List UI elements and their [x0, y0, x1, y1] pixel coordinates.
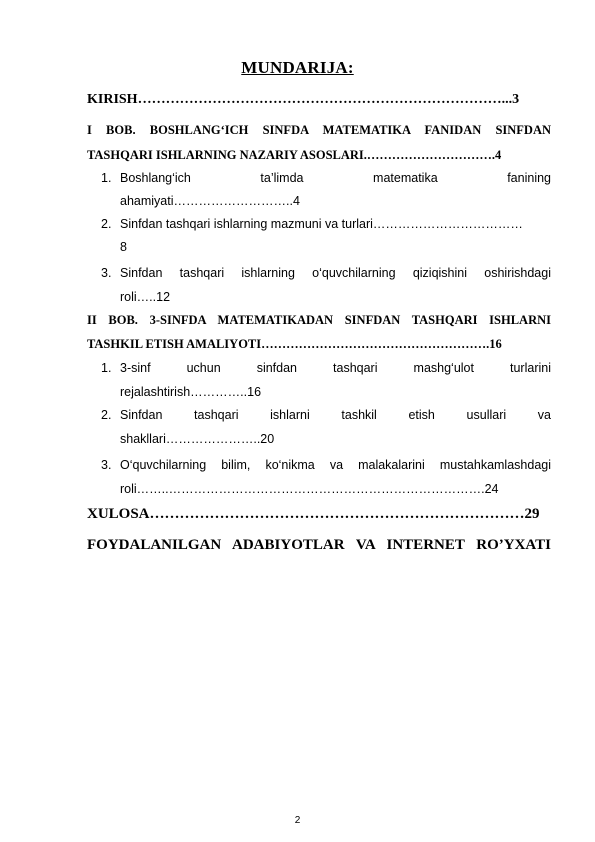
toc-item-line: Boshlang‘ich ta’limda matematika fanining — [120, 171, 551, 185]
toc-item-line: roli……..………………………………………………………………….24 — [120, 482, 499, 496]
toc-entry-references: FOYDALANILGAN ADABIYOTLAR VA INTERNET RO’YXATI — [87, 537, 551, 553]
toc-item-line: O‘quvchilarning bilim, ko‘nikma va malakalarini mustahkamlashdagi — [120, 458, 551, 472]
toc-item-number: 3. — [101, 266, 112, 280]
toc-item-line: Sinfdan tashqari ishlarning o‘quvchilarning qiziqishini oshirishdagi — [120, 266, 551, 280]
toc-item-number: 2. — [101, 408, 112, 422]
toc-item-line: Sinfdan tashqari ishlarni tashkil etish usullari va — [120, 408, 551, 422]
toc-item-number: 2. — [101, 217, 112, 231]
toc-item-line: shakllari…………………..20 — [120, 432, 275, 446]
toc-item-number: 3. — [101, 458, 112, 472]
contents-heading: MUNDARIJA: — [241, 58, 354, 77]
toc-item-line: roli…..12 — [120, 290, 171, 304]
toc-item-line: Sinfdan tashqari ishlarning mazmuni va turlari……………………………… — [120, 217, 523, 231]
toc-entry-kirish: KIRISH……………………………………………………………………...3 — [87, 92, 520, 107]
toc-item-line: ahamiyati………………………..4 — [120, 194, 300, 208]
toc-chapter2-title-line1: II BOB. 3-SINFDA MATEMATIKADAN SINFDAN TASHQARI ISHLARNI — [87, 313, 551, 327]
toc-item-line: 8 — [120, 240, 127, 254]
toc-chapter2-title-line2: TASHKIL ETISH AMALIYOTI……………………………………………….16 — [87, 337, 502, 351]
toc-item-line: 3-sinf uchun sinfdan tashqari mashg‘ulot turlarini — [120, 361, 551, 375]
toc-chapter1-title-line1: I BOB. BOSHLANG‘ICH SINFDA MATEMATIKA FANIDAN SINFDAN — [87, 123, 551, 137]
toc-chapter1-title-line2: TASHQARI ISHLARNING NAZARIY ASOSLARI.………………………….4 — [87, 148, 502, 162]
page-number: 2 — [294, 815, 301, 826]
toc-item-line: rejalashtirish…………..16 — [120, 385, 262, 399]
toc-item-number: 1. — [101, 171, 112, 185]
toc-item-number: 1. — [101, 361, 112, 375]
toc-entry-xulosa: XULOSA…………………………………………………………………29 — [87, 506, 540, 522]
